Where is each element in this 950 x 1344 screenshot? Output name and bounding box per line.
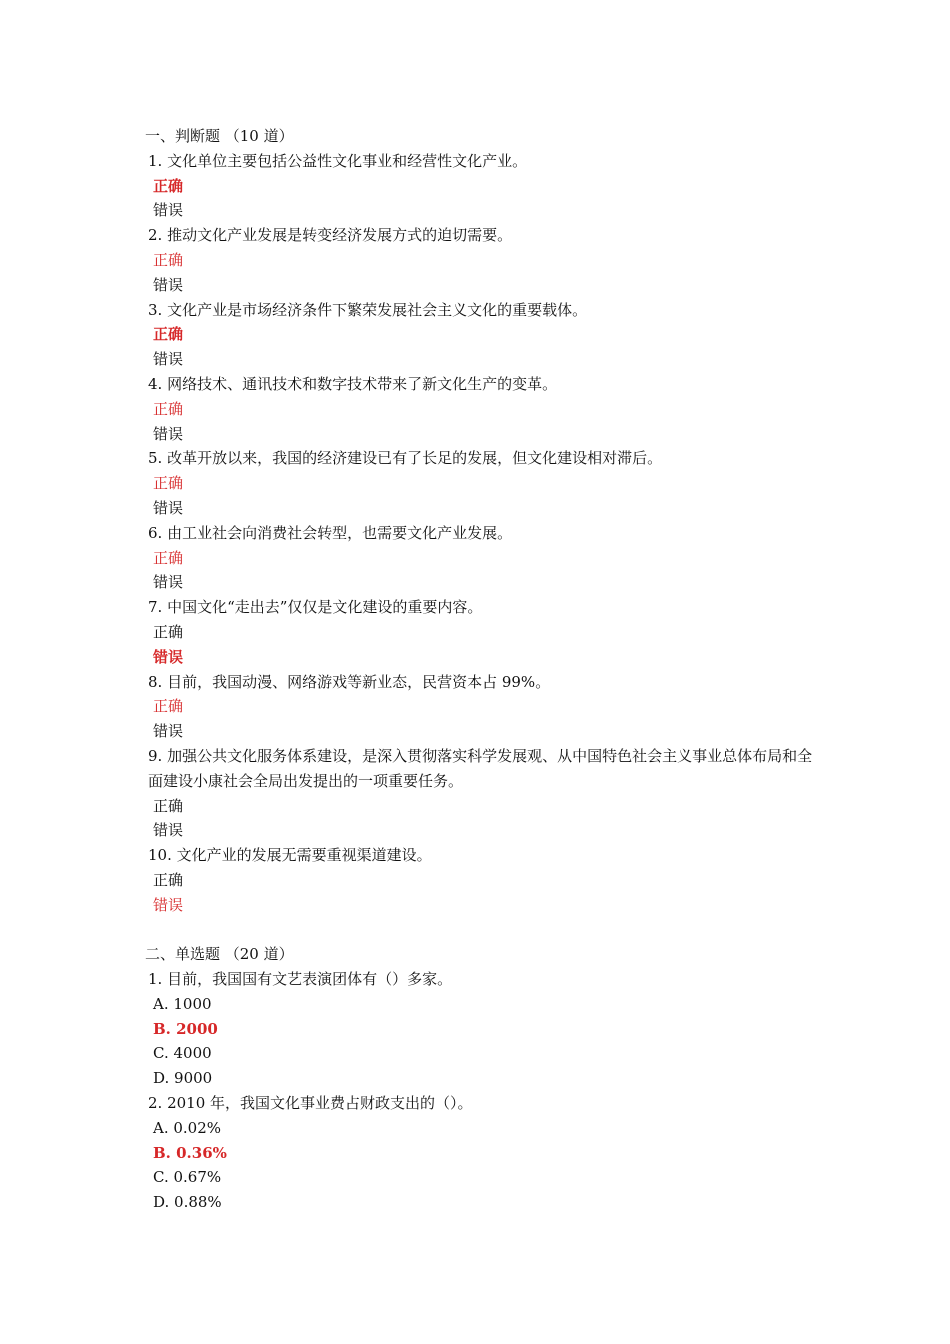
answer-option: 正确 [153, 399, 184, 418]
question-text: 7. 中国文化“走出去”仅仅是文化建设的重要内容。 [148, 598, 483, 617]
question-text: 1. 文化单位主要包括公益性文化事业和经营性文化产业。 [148, 151, 528, 170]
answer-option: A. 1000 [153, 994, 212, 1013]
answer-option: 正确 [153, 250, 184, 269]
answer-option: B. 2000 [153, 1019, 218, 1038]
answer-option: 错误 [153, 647, 184, 666]
answer-option: 错误 [153, 275, 184, 294]
question-text: 6. 由工业社会向消费社会转型，也需要文化产业发展。 [148, 523, 513, 542]
answer-option: 错误 [153, 498, 184, 517]
answer-option: C. 0.67% [153, 1168, 222, 1187]
answer-option: 错误 [153, 573, 184, 592]
answer-option: 错误 [153, 424, 184, 443]
answer-option: 正确 [153, 548, 184, 567]
answer-option: 错误 [153, 201, 184, 220]
answer-option: 错误 [153, 895, 184, 914]
answer-option: 正确 [153, 176, 184, 195]
question-text: 10. 文化产业的发展无需要重视渠道建设。 [148, 846, 432, 865]
question-text: 8. 目前，我国动漫、网络游戏等新业态，民营资本占 99%。 [148, 672, 551, 691]
answer-option: 错误 [153, 350, 184, 369]
answer-option: 错误 [153, 722, 184, 741]
section-title: 二、单选题 （20 道） [145, 945, 294, 964]
question-text: 3. 文化产业是市场经济条件下繁荣发展社会主义文化的重要载体。 [148, 300, 588, 319]
section-title: 一、判断题 （10 道） [145, 127, 294, 145]
answer-option: 正确 [153, 622, 184, 641]
question-text: 2. 2010 年，我国文化事业费占财政支出的（）。 [148, 1094, 473, 1113]
question-text: 2. 推动文化产业发展是转变经济发展方式的迫切需要。 [148, 226, 513, 245]
question-text: 9. 加强公共文化服务体系建设，是深入贯彻落实科学发展观、从中国特色社会主义事业总体布局和全面建设小康社会全局出发提出的一项重要任务。 [148, 746, 813, 790]
question-text: 1. 目前，我国国有文艺表演团体有（）多家。 [148, 970, 453, 989]
answer-option: 正确 [153, 325, 184, 344]
answer-option: B. 0.36% [153, 1143, 227, 1162]
answer-option: 正确 [153, 697, 184, 716]
answer-option: C. 4000 [153, 1044, 212, 1063]
answer-option: D. 0.88% [153, 1193, 222, 1212]
question-text: 4. 网络技术、通讯技术和数字技术带来了新文化生产的变革。 [148, 374, 558, 393]
answer-option: 正确 [153, 474, 184, 493]
answer-option: 正确 [153, 870, 184, 889]
section-gap [145, 918, 825, 943]
answer-option: D. 9000 [153, 1069, 213, 1088]
answer-option: 错误 [153, 821, 184, 840]
question-text: 5. 改革开放以来，我国的经济建设已有了长足的发展，但文化建设相对滞后。 [148, 449, 663, 468]
document-page [145, 124, 825, 1215]
answer-option: 正确 [153, 796, 184, 815]
answer-option: A. 0.02% [153, 1118, 222, 1137]
